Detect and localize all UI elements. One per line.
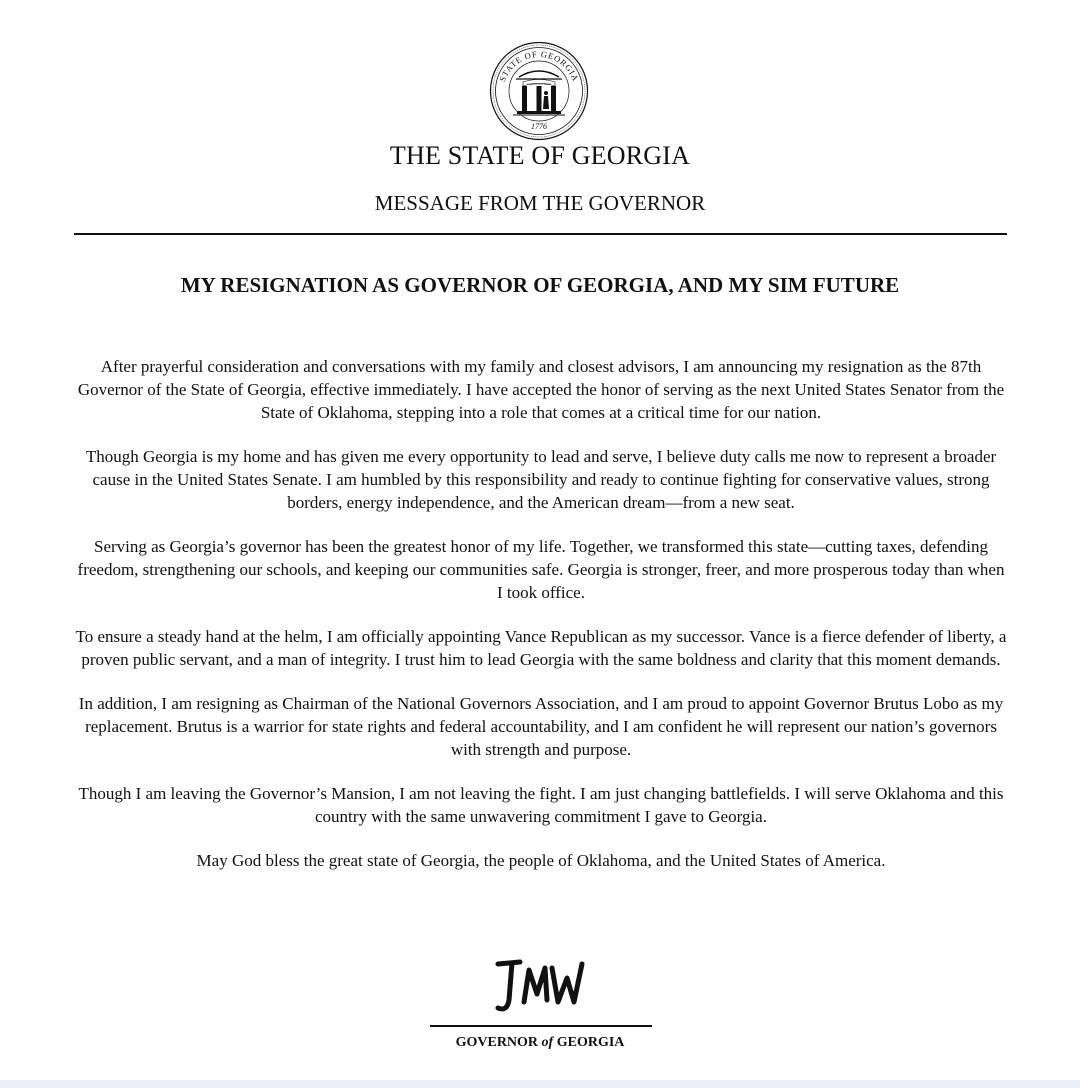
- document-headline: MY RESIGNATION AS GOVERNOR OF GEORGIA, AND MY SIM FUTURE: [180, 273, 900, 297]
- message-subtitle: MESSAGE FROM THE GOVERNOR: [374, 191, 706, 215]
- paragraph-resignation: After prayerful consideration and conversations with my family and closest advisors, I am announcing my resignation as the 87th Governor of the State of Georgia, effective immediately. I have accepted the honor of serving as the next United States Senator from the State of Oklahoma, stepping into a role that comes at a critical time for our nation.: [77, 357, 1005, 422]
- seal-ribbon-text: CONSTITUTION: [527, 81, 551, 86]
- signature-title-of: of: [541, 1035, 557, 1050]
- header-divider: [74, 233, 1007, 235]
- state-title: THE STATE OF GEORGIA: [389, 141, 691, 170]
- signature-title-governor: GOVERNOR: [455, 1035, 539, 1050]
- paragraph-duty: Though Georgia is my home and has given me every opportunity to lead and serve, I believe duty calls me now to represent a broader cause in the United States Senate. I am humbled by this responsibility and ready to continue fighting for conservative values, strong borders, energy independence, and the American dream—from a new seat.: [85, 447, 997, 512]
- svg-text:STATE OF GEORGIA: [497, 49, 581, 83]
- seal-year: 1776: [531, 122, 547, 131]
- paragraph-honor: Serving as Georgia’s governor has been the greatest honor of my life. Together, we transformed this state—cutting taxes, defending freedom, strengthening our schools, and keeping our communities safe. Georgia is stronger, freer, and more prosperous today than when I took office.: [77, 537, 1005, 602]
- paragraph-blessing: May God bless the great state of Georgia, the people of Oklahoma, and the United States of America.: [196, 851, 886, 870]
- paragraph-nga: In addition, I am resigning as Chairman of the National Governors Association, and I am proud to appoint Governor Brutus Lobo as my replacement. Brutus is a warrior for state rights and federal accountability, and I am confident he will represent our nation’s governors with strength and purpose.: [78, 694, 1004, 759]
- governor-signature: [490, 956, 590, 1022]
- signature-line: [430, 1025, 652, 1027]
- signature-title-georgia: GEORGIA: [556, 1035, 625, 1050]
- paragraph-successor: To ensure a steady hand at the helm, I am officially appointing Vance Republican as my successor. Vance is a fierce defender of liberty, a proven public servant, and a man of integrity. I trust him to lead Georgia with the same boldness and clarity that this moment demands.: [75, 627, 1007, 669]
- georgia-state-seal: [489, 41, 589, 141]
- paragraph-fight: Though I am leaving the Governor’s Mansion, I am not leaving the fight. I am just changing battlefields. I will serve Oklahoma and this country with the same unwavering commitment I gave to Georgia.: [78, 784, 1004, 826]
- seal-ring-text: STATE OF GEORGIA: [497, 48, 581, 83]
- signature-title: [0, 1034, 1080, 1052]
- message-body: [74, 355, 1008, 893]
